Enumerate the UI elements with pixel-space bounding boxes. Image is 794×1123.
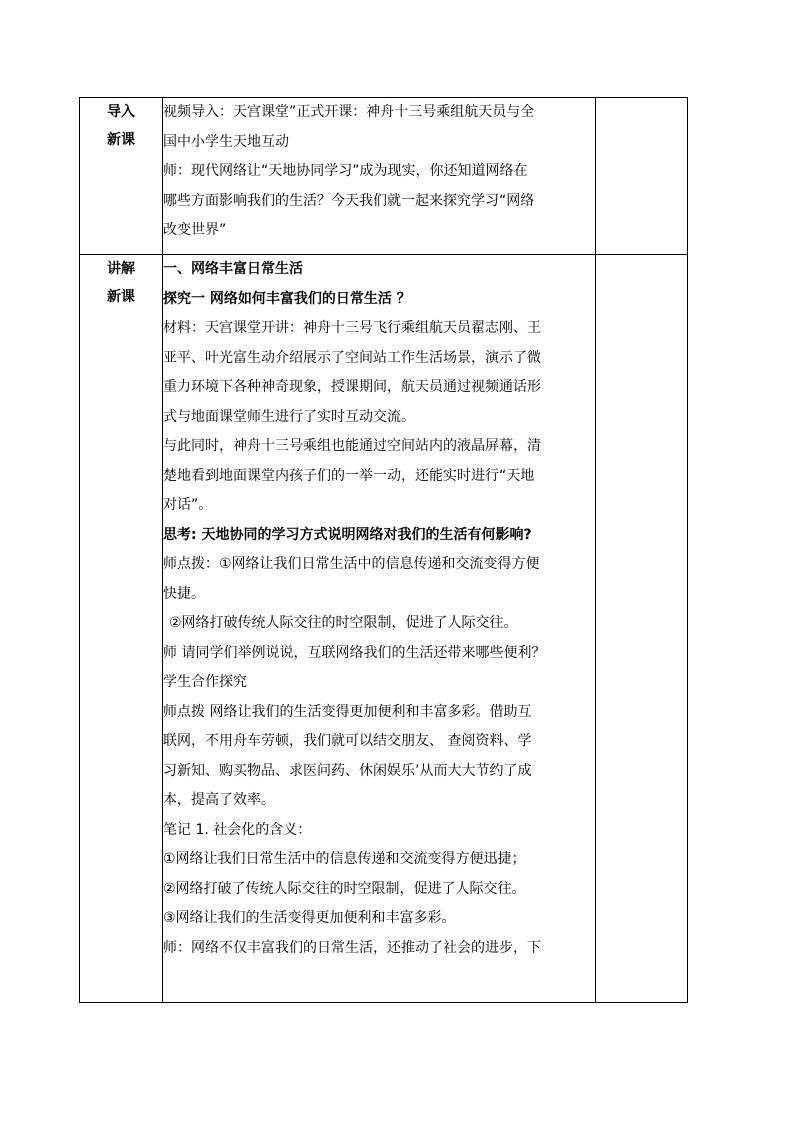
content-line: 材料：天宫课堂开讲：神舟十三号飞行乘组航天员翟志刚、王 [163,320,541,336]
content-line: 师：网络不仅丰富我们的日常生活，还推动了社会的进步，下 [163,939,541,956]
content-line: 对话”。 [163,497,213,513]
content-line: 快捷。 [163,585,205,602]
content-line: 楚地看到地面课堂内孩子们的一举一动，还能实时进行“天地 [163,467,535,484]
notes-heading: 笔记 1. 社会化的含义： [163,821,312,838]
row-notes-intro [596,98,688,255]
section-heading: 一、网络丰富日常生活 [163,261,303,277]
row-content-lecture [163,255,596,1003]
content-line: 师点拨：①网络让我们日常生活中的信息传递和交流变得方便 [163,556,540,572]
content-line: 师：现代网络让“天地协同学习”成为现实，你还知道网络在 [163,163,528,179]
content-line: 亚平、叶光富生动介绍展示了空间站工作生活场景，演示了微 [163,349,541,366]
row-label-intro [80,98,163,255]
row-content-intro [163,98,596,255]
row-label-lecture [80,255,163,1003]
row-label-line: 新课 [107,289,135,305]
question-heading: 思考: 天地协同的学习方式说明网络对我们的生活有何影响? [163,526,532,543]
content-line: 重力环境下各种神奇现象，授课期间，航天员通过视频通话形 [163,379,541,395]
content-line: 师 请同学们举例说说，互联网络我们的生活还带来哪些便利？ [163,644,546,661]
content-line: 视频导入：天宫课堂”正式开课：神舟十三号乘组航天员与全 [163,104,535,120]
content-line: 与此同时，神舟十三号乘组也能通过空间站内的液晶屏幕，清 [163,438,541,454]
content-line: 式与地面课堂师生进行了实时互动交流。 [163,408,415,425]
lesson-plan-table [79,97,688,1003]
content-line: 改变世界” [163,222,227,238]
row-label-line: 讲解 [107,261,135,277]
content-line: ①网络让我们日常生活中的信息传递和交流变得方便迅捷； [163,851,526,867]
row-label-line: 新课 [107,132,135,148]
row-notes-lecture [596,255,688,1003]
content-line: 哪些方面影响我们的生活？今天我们就一起来探究学习“网络 [163,192,535,209]
content-line: ③网络让我们的生活变得更加便利和丰富多彩。 [163,910,456,926]
row-label-line: 导入 [107,104,135,120]
content-line: 师点拨 网络让我们的生活变得更加便利和丰富多彩。借助互 [163,703,532,720]
content-line: ②网络打破传统人际交往的时空限制，促进了人际交往。 [169,615,518,631]
table-row-lecture [80,255,688,1003]
content-line: 国中小学生天地互动 [163,133,289,150]
content-line: 本，提高了效率。 [163,792,275,808]
content-line: 联网，不用舟车劳顿，我们就可以结交朋友、 查阅资料、学 [163,733,532,749]
table-row-intro [80,98,688,255]
inquiry-heading: 探究一 网络如何丰富我们的日常生活 ？ [163,290,411,307]
content-line: 习新知、购买物品、求医问药、休闲娱乐’从而大大节约了成 [163,762,532,779]
content-line: 学生合作探究 [163,674,247,690]
content-line: ②网络打破了传统人际交往的时空限制，促进了人际交往。 [163,880,526,897]
